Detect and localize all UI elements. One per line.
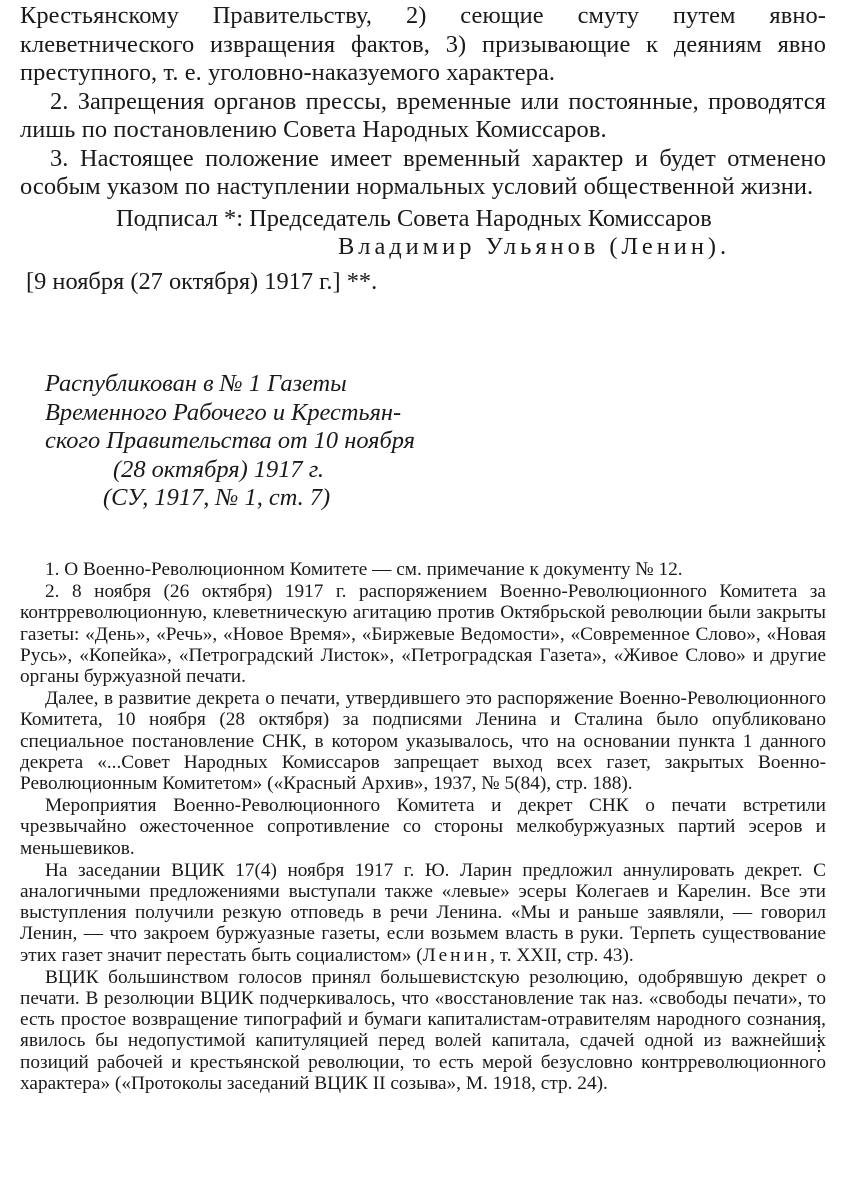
publication-source [45,370,485,513]
footnote-paragraph: ВЦИК большинством голосов принял большевистскую резолюцию, одобрявшую декрет о печати. В резолюции ВЦИК подчеркивалось, что «восстановление так наз. «свободы печати», то есть простое возвращение типографий и бумаги капиталистам-отравителям народного сознания, явилось бы недопустимой капитуляцией перед волей капитала, сдачей одной из важнейших позиций рабочей и крестьянской революции, то есть мерой безусловно контрреволюционного характера» («Протоколы заседаний ВЦИК II созыва», М. 1918, стр. 24). [20,966,826,1094]
document-date: [9 ноября (27 октября) 1917 г.] **. [26,267,378,295]
footnote-1: 1. О Военно-Революционном Комитете — см. примечание к документу № 12. [45,559,683,580]
paragraph-1-continued: Крестьянскому Правительству, 2) сеющие смуту путем явно-клеветнического извращения фактов, 3) призывающие к деяниям явно преступного, т. е. уголовно-наказуемого характера. [20,2,826,86]
paragraph-3: 3. Настоящее положение имеет временный характер и будет отменено особым указом по наступлении нормальных условий общественной жизни. [20,144,826,200]
margin-mark [818,1022,822,1052]
footnote-2: 2. 8 ноября (26 октября) 1917 г. распоряжением Военно-Революционного Комитета за контрреволюционную, клеветническую агитацию против Октябрьской революции были закрыты газеты: «День», «Речь», «Новое Время», «Биржевые Ведомости», «Современное Слово», «Новая Русь», «Копейка», «Петроградский Листок», «Петроградская Газета», «Живое Слово» и другие органы буржуазной печати. [20,581,826,688]
footnote-paragraph [20,860,826,966]
paragraph-2: 2. Запрещения органов прессы, временные или постоянные, проводятся лишь по постановлению Совета Народных Комиссаров. [20,87,826,143]
decree-text [20,0,826,202]
source-line: (28 октября) 1917 г. [113,455,325,483]
footnote-text: На заседании ВЦИК 17(4) ноября 1917 г. Ю. Ларин предложил аннулировать декрет. С аналогичными предложениями выступали также «левые» эсеры Колегаев и Карелин. Все эти выступления получили резкую отповедь в речи Ленина. «Мы и раньше заявляли, — говорил Ленин, — что закроем буржуазные газеты, если возьмем власть в руки. Терпеть существование этих газет значит перестать быть социалистом» ( [20,859,826,966]
cited-author: Ленин [422,944,491,966]
source-line: (СУ, 1917, № 1, ст. 7) [103,484,331,511]
footnote-paragraph: Мероприятия Военно-Революционного Комитета и декрет СНК о печати встретили чрезвычайно ожесточенное сопротивление со стороны мелкобуржуазных партий эсеров и меньшевиков. [20,795,826,859]
footnotes [20,559,826,1094]
source-line: Распубликован в № 1 Газеты [45,370,347,397]
signed-by-line: Подписал *: Председатель Совета Народных Комиссаров [116,204,712,232]
footnote-text: , т. XXII, стр. 43). [490,944,634,966]
source-line: ского Правительства от 10 ноября [45,427,416,454]
signer-name: Владимир Ульянов (Ленин). [338,233,731,260]
footnote-paragraph: Далее, в развитие декрета о печати, утвердившего это распоряжение Военно-Революционного Комитета, 10 ноября (28 октября) за подписями Ленина и Сталина было опубликовано специальное постановление СНК, в котором указывалось, что на основании пункта 1 данного декрета «...Совет Народных Комиссаров запрещает выход всех газет, закрытых Военно-Революционным Комитетом» («Красный Архив», 1937, № 5(84), стр. 188). [20,688,826,795]
document-page [20,0,826,296]
source-line: Временного Рабочего и Крестьян- [45,398,402,426]
